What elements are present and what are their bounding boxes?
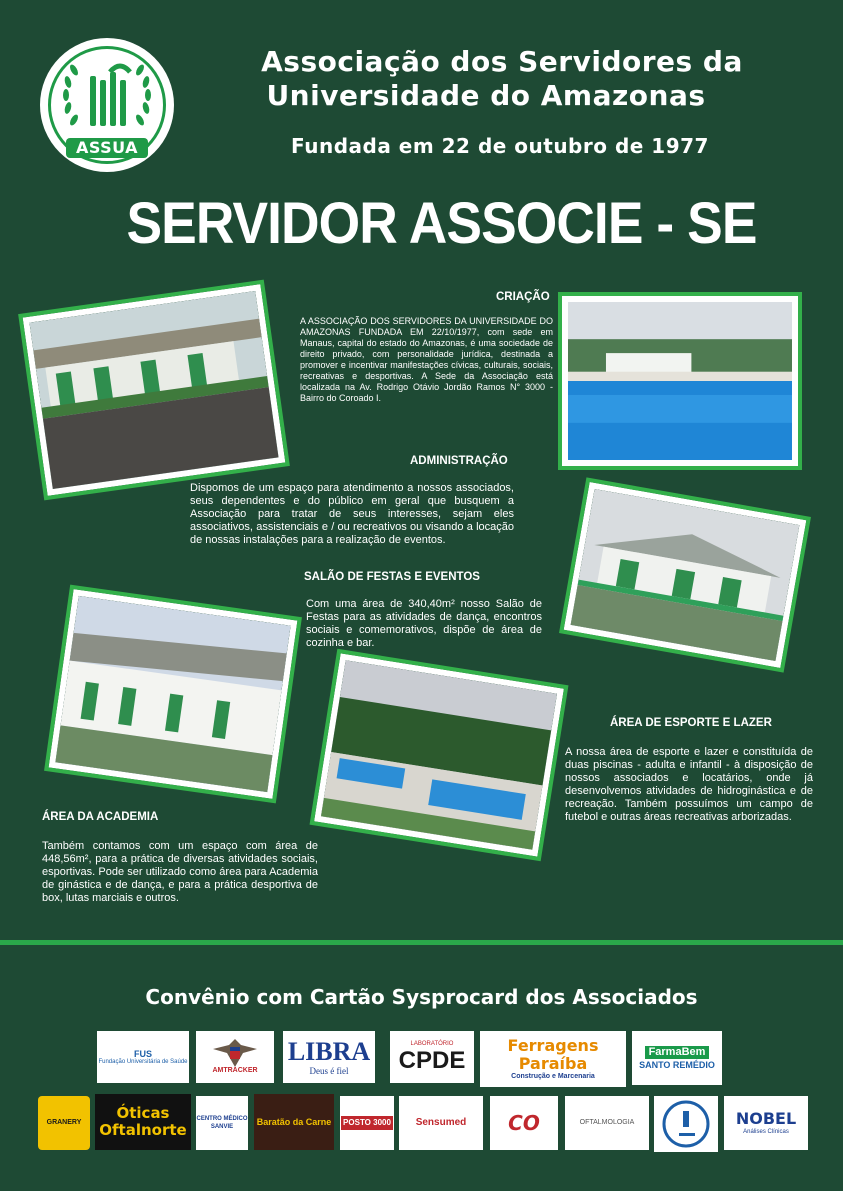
partner-logo-cpde: LABORATÓRIO CPDE (390, 1031, 474, 1083)
page-headline: SERVIDOR ASSOCIE - SE (126, 191, 757, 256)
title-line-2: Universidade do Amazonas (266, 79, 706, 112)
partner-logo-posto3000: POSTO 3000 (340, 1096, 394, 1150)
criacao-text: A ASSOCIAÇÃO DOS SERVIDORES DA UNIVERSIDADE DO AMAZONAS FUNDADA EM 22/10/1977, com sede em Manaus, capital do estado do Amazonas, é uma sociedade de direito privado, com personalidade jurídica, destinada a promover e incentivar manifestações cívicas, culturais, sociais, recreativas e desportivas. A Sede da Associação está localizada na Av. Rodrigo Otávio Jordão Ramos N° 3000 - Bairro do Coroado I. (300, 316, 553, 403)
salao-text: Com uma área de 340,40m² nosso Salão de Festas para as atividades de dança, encontros sociais e comemorativos, dispõe de área de cozinha e bar. (306, 598, 542, 649)
partner-logo-libra: LIBRA Deus é fiel (283, 1031, 375, 1083)
photo-party-hall (49, 589, 298, 799)
partner-logo-farmabem: FarmaBem SANTO REMÉDIO (632, 1031, 722, 1085)
photo-building (23, 284, 286, 496)
partner-logo-nobel: NOBEL Análises Clínicas (724, 1096, 808, 1150)
administracao-heading: ADMINISTRAÇÃO (410, 455, 508, 467)
partner-logo-fus: FUS Fundação Universitária de Saúde (97, 1031, 189, 1083)
esporte-text: A nossa área de esporte e lazer e constituída de duas piscinas - adulta e infantil - à disposição de nossos associados e locatários, onde já desenvolvemos atividades de hidroginástica e de recreação. Também possuímos um campo de futebol e outras áreas recreativas arborizadas. (565, 746, 813, 823)
esporte-heading: ÁREA DE ESPORTE E LAZER (610, 717, 772, 729)
salao-heading: SALÃO DE FESTAS E EVENTOS (304, 571, 480, 583)
partner-logo-amtracker: AMTRACKER (196, 1031, 274, 1083)
criacao-heading: CRIAÇÃO (496, 291, 550, 303)
section-divider (0, 940, 843, 945)
convenio-title: Convênio com Cartão Sysprocard dos Associados (145, 985, 698, 1009)
assua-logo (40, 38, 174, 172)
photo-pool (562, 296, 798, 466)
academia-heading: ÁREA DA ACADEMIA (42, 811, 159, 823)
partner-logo-oftalmologia: OFTALMOLOGIA (565, 1096, 649, 1150)
microscope-seal-icon (661, 1099, 711, 1149)
laurel-emblem-icon (54, 50, 160, 142)
title-line-1: Associação dos Servidores da (261, 45, 743, 78)
partner-logo-baratao: Baratão da Carne (254, 1094, 334, 1150)
founded-date: Fundada em 22 de outubro de 1977 (291, 134, 709, 158)
administracao-text: Dispomos de um espaço para atendimento a nossos associados, seus dependentes e do público em geral que busquem a Associação para tratar de seus interesses, sejam eles associativos, assistenciais e / ou recreativos ou visando a locação de nossas instalações para a realização de eventos. (190, 482, 514, 546)
academia-text: Também contamos com um espaço com área de 448,56m², para a prática de diversas atividades sociais, esportivas. Pode ser utilizado como área para Academia de ginástica e de dança, e para a prática desportiva de box, lutas marciais e outros. (42, 840, 318, 904)
photo-outdoor-pools (314, 653, 564, 856)
partner-logo-oftalnorte: Óticas Oftalnorte (95, 1094, 191, 1150)
partner-logo-sensumed: Sensumed (399, 1096, 483, 1150)
partner-logo-paraiba: Ferragens Paraíba Construção e Marcenaria (480, 1031, 626, 1087)
logo-text: ASSUA (66, 138, 148, 158)
eagle-shield-icon (213, 1039, 257, 1067)
partner-logo-co: CO (490, 1096, 558, 1150)
partner-logo-sanvie: CENTRO MÉDICO SANVIE (196, 1096, 248, 1150)
partner-logo-granery: GRANERY (38, 1096, 90, 1150)
partner-logo-lab (654, 1096, 718, 1152)
photo-sports-building (564, 482, 807, 668)
